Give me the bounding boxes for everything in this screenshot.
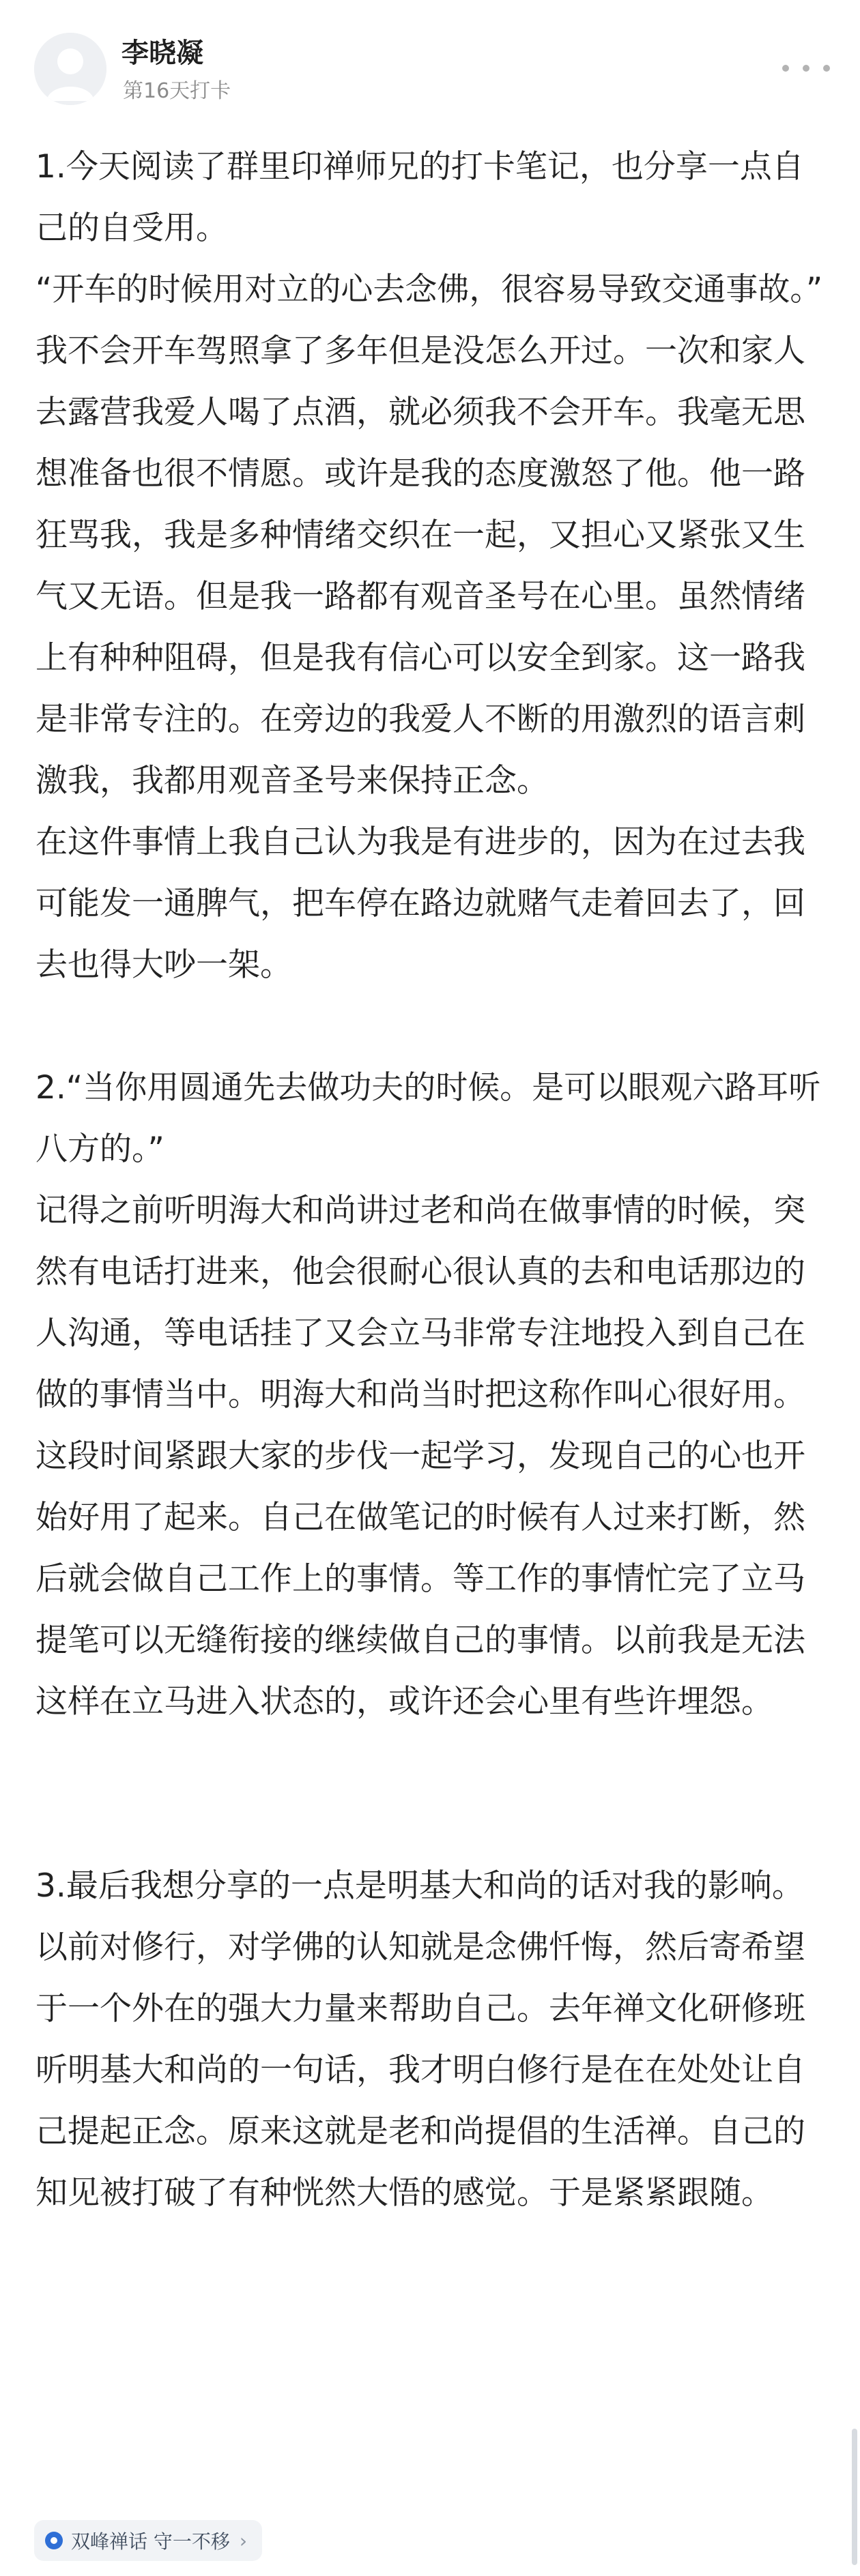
scrollbar[interactable] bbox=[852, 2429, 857, 2565]
more-dots-icon bbox=[782, 65, 789, 72]
checkin-day-label: 第16天打卡 bbox=[123, 79, 231, 103]
paragraph-quote-1: “开车的时候用对立的心去念佛，很容易导致交通事故。” bbox=[35, 271, 823, 308]
username[interactable]: 李晓凝 bbox=[121, 38, 203, 69]
spacer bbox=[35, 1733, 827, 1856]
paragraph-3: 3.最后我想分享的一点是明基大和尚的话对我的影响。以前对修行，对学佛的认知就是念佛忏悔，然后寄希望于一个外在的强大力量来帮助自己。去年禅文化研修班听明基大和尚的一句话，我才明白修行是在在处处让自己提起正念。原来这就是老和尚提倡的生活禅。自己的知见被打破了有种恍然大悟的感觉。于是紧紧跟随。 bbox=[35, 1867, 805, 2212]
spacer bbox=[35, 996, 827, 1057]
paragraph-story-2: 记得之前听明海大和尚讲过老和尚在做事情的时候，突然有电话打进来，他会很耐心很认真的去和电话那边的人沟通，等电话挂了又会立马非常专注地投入到自己在做的事情当中。明海大和尚当时把这称作叫心很好用。这段时间紧跟大家的步伐一起学习，发现自己的心也开始好用了起来。自己在做笔记的时候有人过来打断，然后就会做自己工作上的事情。等工作的事情忙完了立马提笔可以无缝衔接的继续做自己的事情。以前我是无法这样在立马进入状态的，或许还会心里有些许埋怨。 bbox=[35, 1192, 805, 1721]
avatar[interactable] bbox=[34, 33, 106, 105]
paragraph-reflection: 在这件事情上我自己认为我是有进步的，因为在过去我可能发一通脾气，把车停在路边就赌气走着回去了，回去也得大吵一架。 bbox=[35, 823, 805, 984]
more-button[interactable] bbox=[782, 55, 830, 82]
default-avatar-icon bbox=[34, 33, 106, 105]
paragraph-story: 我不会开车驾照拿了多年但是没怎么开过。一次和家人去露营我爱人喝了点酒，就必须我不会开车。我毫无思想准备也很不情愿。或许是我的态度激怒了他。他一路狂骂我，我是多种情绪交织在一起，又担心又紧张又生气又无语。但是我一路都有观音圣号在心里。虽然情绪上有种种阻碍，但是我有信心可以安全到家。这一路我是非常专注的。在旁边的我爱人不断的用激烈的语言刺激我，我都用观音圣号来保持正念。 bbox=[35, 332, 805, 800]
post-header bbox=[0, 0, 860, 116]
topic-circle-icon bbox=[44, 2530, 64, 2551]
more-dot bbox=[823, 65, 830, 72]
topic-tag-label: 双峰禅话 守一不移 bbox=[71, 2530, 230, 2553]
paragraph-2: 2.“当你用圆通先去做功夫的时候。是可以眼观六路耳听八方的。” bbox=[35, 1069, 821, 1168]
chevron-right-icon: › bbox=[239, 2529, 248, 2552]
paragraph-1: 1.今天阅读了群里印禅师兄的打卡笔记，也分享一点自己的自受用。 bbox=[35, 148, 804, 247]
post-body bbox=[35, 136, 827, 2224]
more-dot bbox=[803, 65, 809, 72]
topic-tag[interactable] bbox=[34, 2520, 262, 2561]
